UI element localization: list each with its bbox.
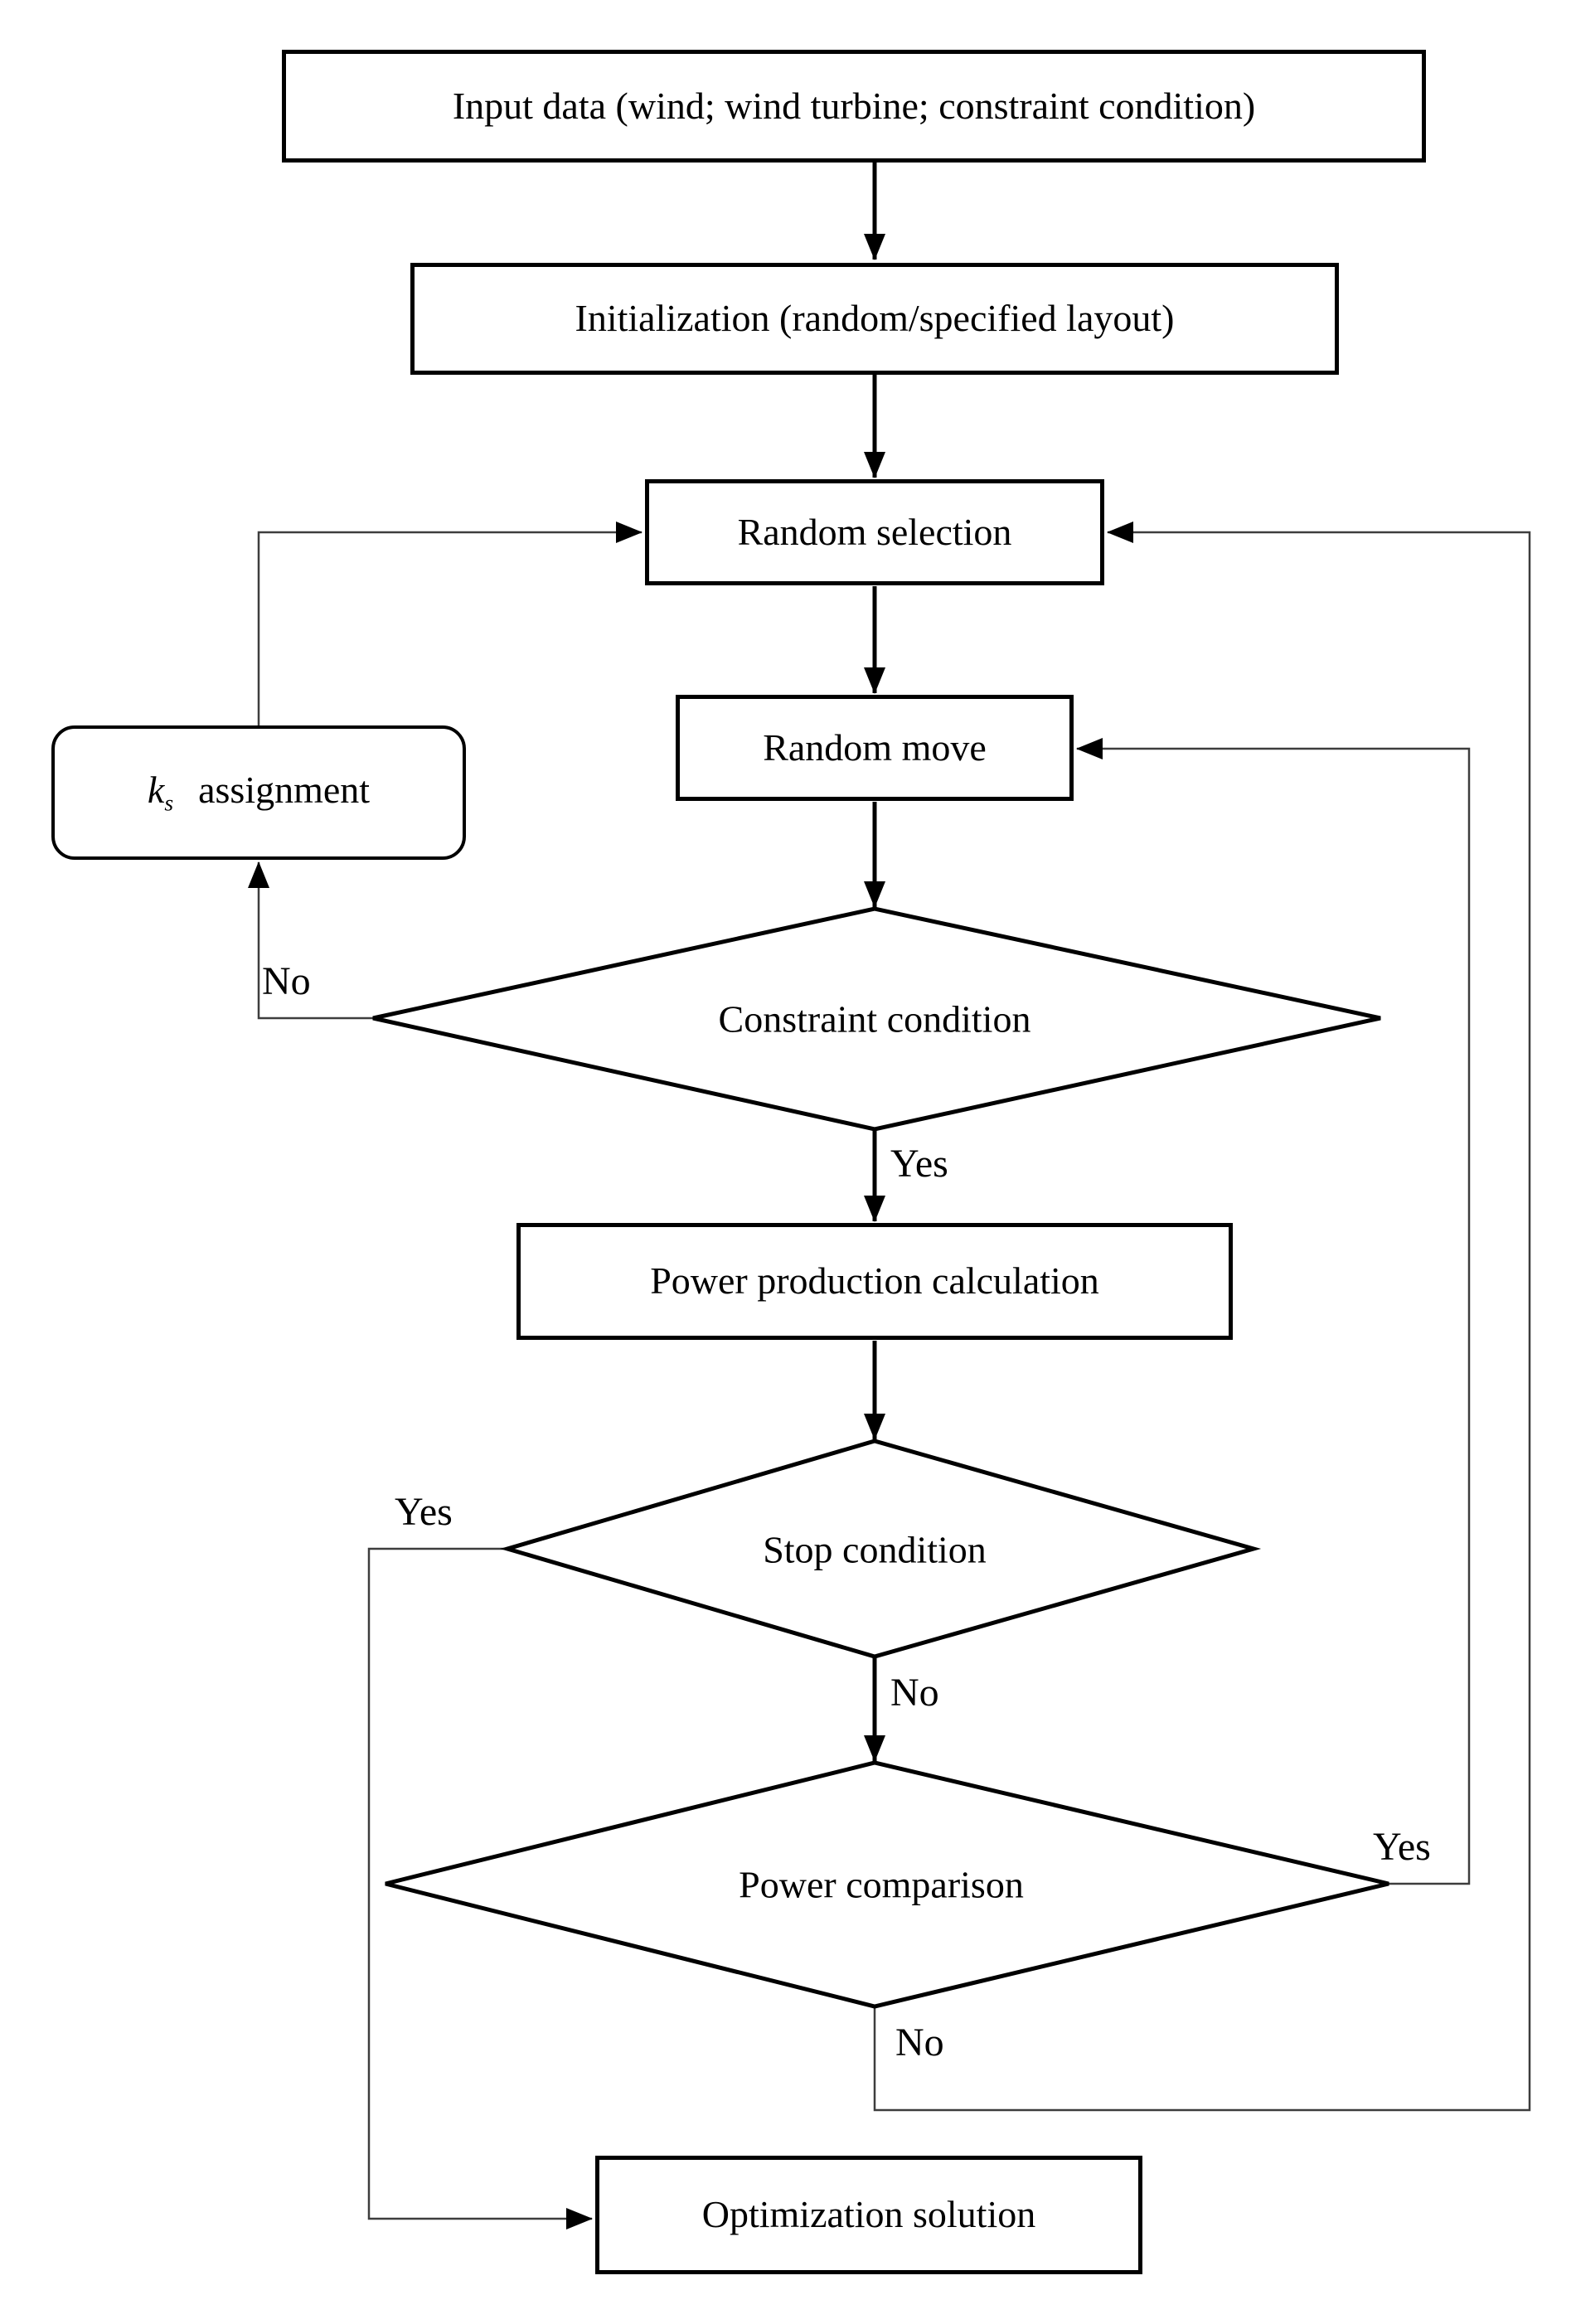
edge-label-constraint-yes: Yes [890,1142,948,1186]
constraint-condition-label: Constraint condition [718,997,1031,1041]
node-random-move-label: Random move [763,725,987,769]
ks-symbol: k [147,769,165,812]
edge-label-comparison-no: No [895,2021,944,2064]
connector-ks-to-selection [259,532,642,725]
node-power-production-label: Power production calculation [650,1259,1099,1303]
node-optimization-solution-label: Optimization solution [701,2193,1036,2236]
node-initialization [410,263,1339,375]
edge-label-constraint-no: No [262,959,311,1003]
node-input-data [282,50,1426,163]
power-comparison-label: Power comparison [739,1863,1024,1906]
node-power-production [516,1223,1233,1340]
ks-subscript: s [164,789,174,816]
node-random-selection-label: Random selection [737,510,1012,553]
node-ks-assignment-label [148,769,370,816]
node-random-move [676,695,1074,801]
node-ks-assignment [51,725,466,860]
stop-condition-label: Stop condition [763,1528,987,1571]
node-random-selection [645,479,1104,585]
edge-label-stop-yes: Yes [395,1490,453,1534]
ks-word: assignment [198,769,371,812]
node-initialization-label: Initialization (random/specified layout) [575,297,1175,340]
node-optimization-solution [595,2156,1142,2274]
edge-label-stop-no: No [890,1671,939,1715]
node-input-data-label: Input data (wind; wind turbine; constraint condition) [452,84,1256,127]
edge-label-comparison-yes: Yes [1373,1825,1431,1869]
